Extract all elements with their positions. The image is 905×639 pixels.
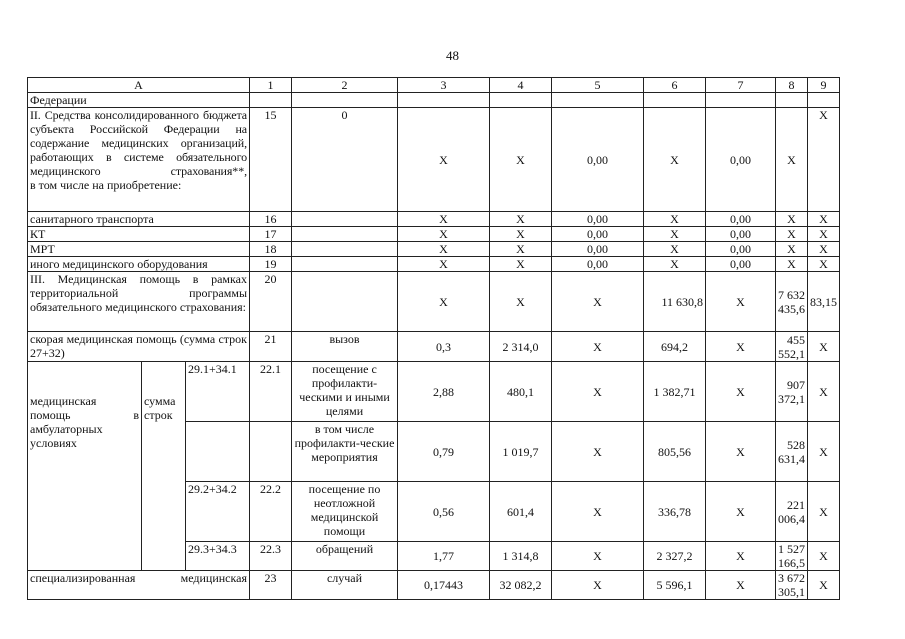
row-label: санитарного транспорта — [28, 212, 250, 227]
table-row — [28, 93, 840, 108]
row-code: 22.3 — [250, 542, 292, 571]
header-cell: 7 — [706, 78, 776, 93]
value-cell: X — [706, 272, 776, 332]
value-cell: X — [398, 212, 490, 227]
row-ref: 29.1+34.1 — [186, 362, 250, 422]
value-cell: 336,78 — [644, 482, 706, 542]
value-cell: X — [808, 212, 840, 227]
value-cell: X — [490, 257, 552, 272]
table-row — [28, 571, 840, 600]
sum-label: сумма строк — [142, 362, 186, 571]
value-cell: 907 372,1 — [776, 362, 808, 422]
value-cell: X — [644, 212, 706, 227]
unit-cell: в том числе профилакти-ческие мероприятия — [292, 422, 398, 482]
unit-cell: случай — [292, 571, 398, 600]
row-code: 22.2 — [250, 482, 292, 542]
row-ref: 29.3+34.3 — [186, 542, 250, 571]
value-cell: 694,2 — [644, 332, 706, 362]
table-header-row — [28, 78, 840, 93]
value-cell: X — [552, 332, 644, 362]
unit-cell — [292, 272, 398, 332]
table-row — [28, 108, 840, 212]
value-cell: X — [644, 227, 706, 242]
unit-cell: посещение с профилакти-ческими и иными целями — [292, 362, 398, 422]
row-code: 20 — [250, 272, 292, 332]
table-row — [28, 242, 840, 257]
row-code — [250, 422, 292, 482]
value-cell: 2 314,0 — [490, 332, 552, 362]
header-cell: 3 — [398, 78, 490, 93]
header-cell: 9 — [808, 78, 840, 93]
financing-table — [27, 77, 840, 600]
value-cell: X — [706, 571, 776, 600]
page-number: 48 — [446, 48, 459, 63]
value-cell: 221 006,4 — [776, 482, 808, 542]
unit-cell — [292, 242, 398, 257]
table-row — [28, 227, 840, 242]
value-cell: X — [552, 422, 644, 482]
header-cell: 2 — [292, 78, 398, 93]
value-cell: X — [808, 227, 840, 242]
table-row — [28, 212, 840, 227]
value-cell: 0,00 — [706, 212, 776, 227]
value-cell: 0,00 — [552, 257, 644, 272]
value-cell: X — [490, 272, 552, 332]
value-cell: 1 019,7 — [490, 422, 552, 482]
value-cell: 0,00 — [552, 242, 644, 257]
value-cell: X — [490, 108, 552, 212]
row-code: 23 — [250, 571, 292, 600]
value-cell: X — [776, 108, 808, 212]
value-cell: X — [776, 257, 808, 272]
unit-cell — [292, 257, 398, 272]
header-cell: 5 — [552, 78, 644, 93]
value-cell: X — [808, 257, 840, 272]
value-cell: X — [552, 571, 644, 600]
value-cell: 83,15 — [808, 272, 840, 332]
value-cell: 0,00 — [706, 227, 776, 242]
value-cell: 0,00 — [706, 257, 776, 272]
row-ref: 29.2+34.2 — [186, 482, 250, 542]
value-cell: X — [776, 212, 808, 227]
value-cell: X — [706, 542, 776, 571]
value-cell: 1 314,8 — [490, 542, 552, 571]
value-cell: X — [398, 242, 490, 257]
row-code: 22.1 — [250, 362, 292, 422]
value-cell: 1 527 166,5 — [776, 542, 808, 571]
value-cell: X — [808, 571, 840, 600]
header-cell: 6 — [644, 78, 706, 93]
row-ref — [186, 422, 250, 482]
value-cell: X — [808, 362, 840, 422]
value-cell: X — [706, 482, 776, 542]
value-cell: 805,56 — [644, 422, 706, 482]
value-cell: X — [398, 272, 490, 332]
value-cell: 3 672 305,1 — [776, 571, 808, 600]
value-cell: X — [644, 242, 706, 257]
unit-cell: вызов — [292, 332, 398, 362]
value-cell: 5 596,1 — [644, 571, 706, 600]
value-cell: X — [552, 542, 644, 571]
value-cell: 32 082,2 — [490, 571, 552, 600]
row-code: 15 — [250, 108, 292, 212]
value-cell: X — [808, 108, 840, 212]
value-cell: X — [490, 242, 552, 257]
value-cell: X — [552, 482, 644, 542]
table-row — [28, 362, 840, 422]
value-cell: 0,00 — [552, 212, 644, 227]
value-cell: 601,4 — [490, 482, 552, 542]
table-row — [28, 257, 840, 272]
value-cell: 1 382,71 — [644, 362, 706, 422]
row-code: 17 — [250, 227, 292, 242]
row-label: II. Средства консолидированного бюджета субъекта Российской Федерации на содержание медицинских организаций, работающих в системе обязательного медицинского страхования**, в том числе на приобретение: — [28, 108, 250, 212]
row-label: МРТ — [28, 242, 250, 257]
value-cell: X — [644, 257, 706, 272]
unit-cell: посещение по неотложной медицинской помощи — [292, 482, 398, 542]
value-cell: X — [490, 227, 552, 242]
row-label: III. Медицинская помощь в рамках территориальной программы обязательного медицинского страхования: — [28, 272, 250, 332]
value-cell: X — [776, 242, 808, 257]
value-cell: X — [808, 332, 840, 362]
row-code: 16 — [250, 212, 292, 227]
value-cell: 2,88 — [398, 362, 490, 422]
row-code: 18 — [250, 242, 292, 257]
value-cell: X — [398, 227, 490, 242]
value-cell: X — [808, 482, 840, 542]
row-label: КТ — [28, 227, 250, 242]
unit-cell: 0 — [292, 108, 398, 212]
value-cell: 0,3 — [398, 332, 490, 362]
value-cell: 0,56 — [398, 482, 490, 542]
row-code: 21 — [250, 332, 292, 362]
row-label: специализированная медицинская — [28, 571, 250, 600]
value-cell: X — [644, 108, 706, 212]
value-cell: 11 630,8 — [644, 272, 706, 332]
value-cell: X — [808, 242, 840, 257]
header-cell: A — [28, 78, 250, 93]
value-cell: 0,00 — [706, 108, 776, 212]
row-label: иного медицинского оборудования — [28, 257, 250, 272]
unit-cell — [292, 212, 398, 227]
row-label: скорая медицинская помощь (сумма строк 27+32) — [28, 332, 250, 362]
value-cell: 0,00 — [706, 242, 776, 257]
value-cell: X — [706, 332, 776, 362]
value-cell: 455 552,1 — [776, 332, 808, 362]
value-cell: 480,1 — [490, 362, 552, 422]
value-cell: 0,17443 — [398, 571, 490, 600]
value-cell: 528 631,4 — [776, 422, 808, 482]
header-cell: 1 — [250, 78, 292, 93]
row-label: Федерации — [28, 93, 250, 108]
row-label: медицинская помощь в амбулаторных условиях — [28, 362, 142, 571]
unit-cell — [292, 227, 398, 242]
value-cell: X — [808, 422, 840, 482]
value-cell: X — [808, 542, 840, 571]
header-cell: 4 — [490, 78, 552, 93]
value-cell: X — [776, 227, 808, 242]
value-cell: 0,79 — [398, 422, 490, 482]
value-cell: X — [398, 108, 490, 212]
row-code: 19 — [250, 257, 292, 272]
value-cell: X — [398, 257, 490, 272]
value-cell: 1,77 — [398, 542, 490, 571]
value-cell: X — [552, 272, 644, 332]
value-cell: 7 632 435,6 — [776, 272, 808, 332]
value-cell: 0,00 — [552, 227, 644, 242]
value-cell: X — [490, 212, 552, 227]
unit-cell: обращений — [292, 542, 398, 571]
value-cell: X — [552, 362, 644, 422]
value-cell: 0,00 — [552, 108, 644, 212]
value-cell: X — [706, 422, 776, 482]
value-cell: 2 327,2 — [644, 542, 706, 571]
table-row — [28, 272, 840, 332]
header-cell: 8 — [776, 78, 808, 93]
value-cell: X — [706, 362, 776, 422]
table-row — [28, 332, 840, 362]
